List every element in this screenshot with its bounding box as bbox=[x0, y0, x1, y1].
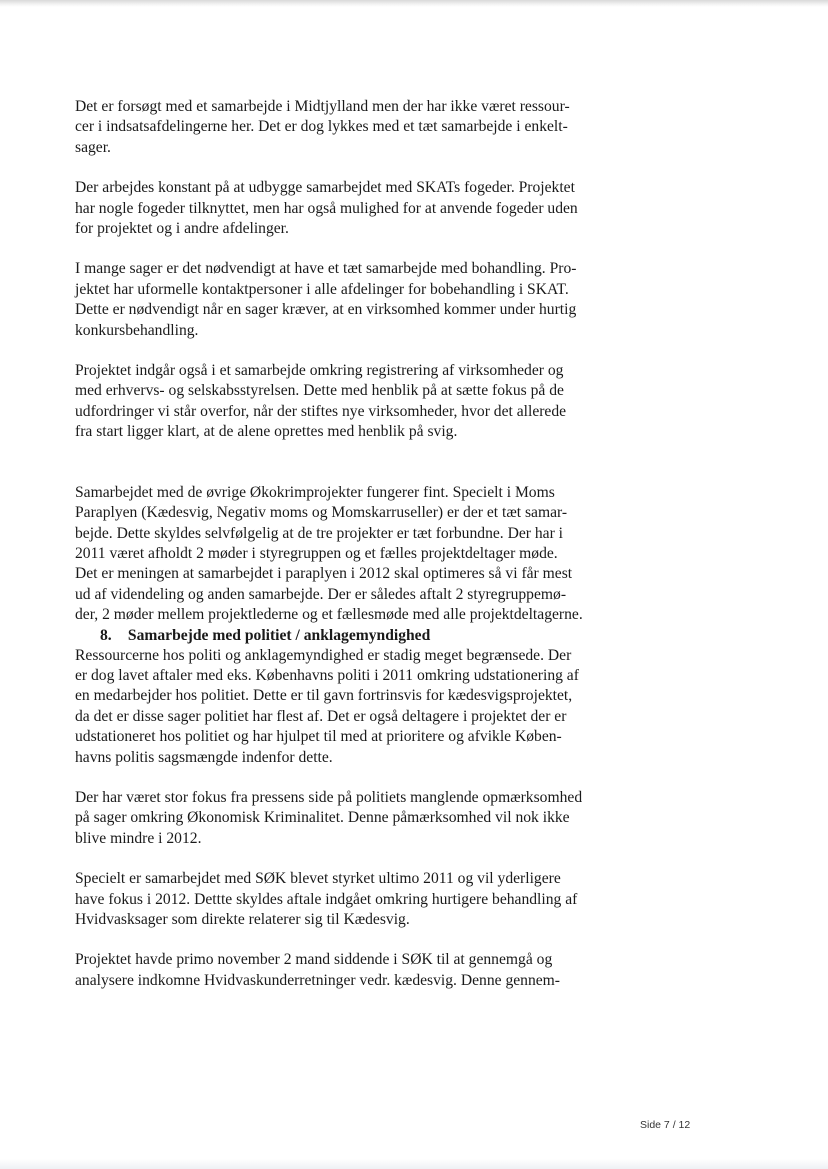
paragraph-sok: Specielt er samarbejdet med SØK blevet styrket ultimo 2011 og vil yderligere have fokus i 2012. Dettte skyldes aftale indgået omkring hurtigere behandling af Hvidvasksager som direkte relaterer sig til Kædesvig. bbox=[75, 870, 578, 928]
scan-bottom-edge bbox=[0, 1159, 828, 1169]
scan-top-edge bbox=[0, 0, 828, 7]
section-number: 8. bbox=[100, 626, 112, 644]
document-body bbox=[75, 97, 635, 991]
paragraph-midtjylland: Det er forsøgt med et samarbejde i Midtjylland men der har ikke været ressour- cer i indsatsafdelingerne her. Det er dog lykkes med et tæt samarbejde i enkelt- sager. bbox=[75, 98, 570, 156]
paragraph-okokrimprojekter: Samarbejdet med de øvrige Økokrimprojekter fungerer fint. Specielt i Moms Paraplyen (Kædesvig, Negativ moms og Momskarruseller) er der et tæt samar- bejde. Dette skyldes selvfølgelig at de tre projekter er tæt forbundne. Der har i 2011 været afholdt 2 møder i styregruppen og et fælles projektdeltager møde. Det er meningen at samarbejdet i paraplyen i 2012 skal optimeres så vi får mest ud af videndeling og anden samarbejde. Der er således aftalt 2 styregruppemø- der, 2 møder mellem projektlederne og et fællesmøde med alle projektdeltagerne. bbox=[75, 483, 583, 624]
page-number: Side 7 / 12 bbox=[640, 1119, 691, 1131]
paragraph-bobehandling: I mange sager er det nødvendigt at have et tæt samarbejde med bohandling. Pro- jektet har uformelle kontaktpersoner i alle afdelinger for bobehandling i SKAT. Dette er nødvendigt når en sager kræver, at en virksomhed kommer under hurtig konkursbehandling. bbox=[75, 260, 577, 339]
paragraph-hvidvask: Projektet havde primo november 2 mand siddende i SØK til at gennemgå og analysere indkomne Hvidvaskunderretninger vedr. kædesvig. Denne gennem- bbox=[75, 951, 560, 989]
paragraph-ressourcer: Ressourcerne hos politi og anklagemyndighed er stadig meget begrænsede. Der er dog lavet aftaler med eks. Københavns politi i 2011 omkring udstationering af en medarbejder hos politiet. Dette er til gavn fortrinsvis for kædesvigsprojektet, da det er disse sager politiet har flest af. Det er også deltagere i projektet der er udstationeret hos politiet og har hjulpet til med at prioritere og afvikle Køben- havns politis sagsmængde indenfor dette. bbox=[75, 646, 579, 766]
section-title: Samarbejde med politiet / anklagemyndighed bbox=[127, 626, 431, 644]
section-heading bbox=[75, 626, 635, 646]
paragraph-registrering: Projektet indgår også i et samarbejde omkring registrering af virksomheder og med erhvervs- og selskabsstyrelsen. Dette med henblik på at sætte fokus på de udfordringer vi står overfor, når der stiftes nye virksomheder, hvor det allerede fra start ligger klart, at de alene oprettes med henblik på svig. bbox=[75, 362, 567, 441]
paragraph-presse: Der har været stor fokus fra pressens side på politiets manglende opmærksomhed på sager omkring Økonomisk Kriminalitet. Denne påmærksomhed vil nok ikke blive mindre i 2012. bbox=[75, 788, 583, 847]
paragraph-fogeder: Der arbejdes konstant på at udbygge samarbejdet med SKATs fogeder. Projektet har nogle fogeder tilknyttet, men har også mulighed for at anvende fogeder uden for projektet og i andre afdelinger. bbox=[75, 179, 578, 238]
